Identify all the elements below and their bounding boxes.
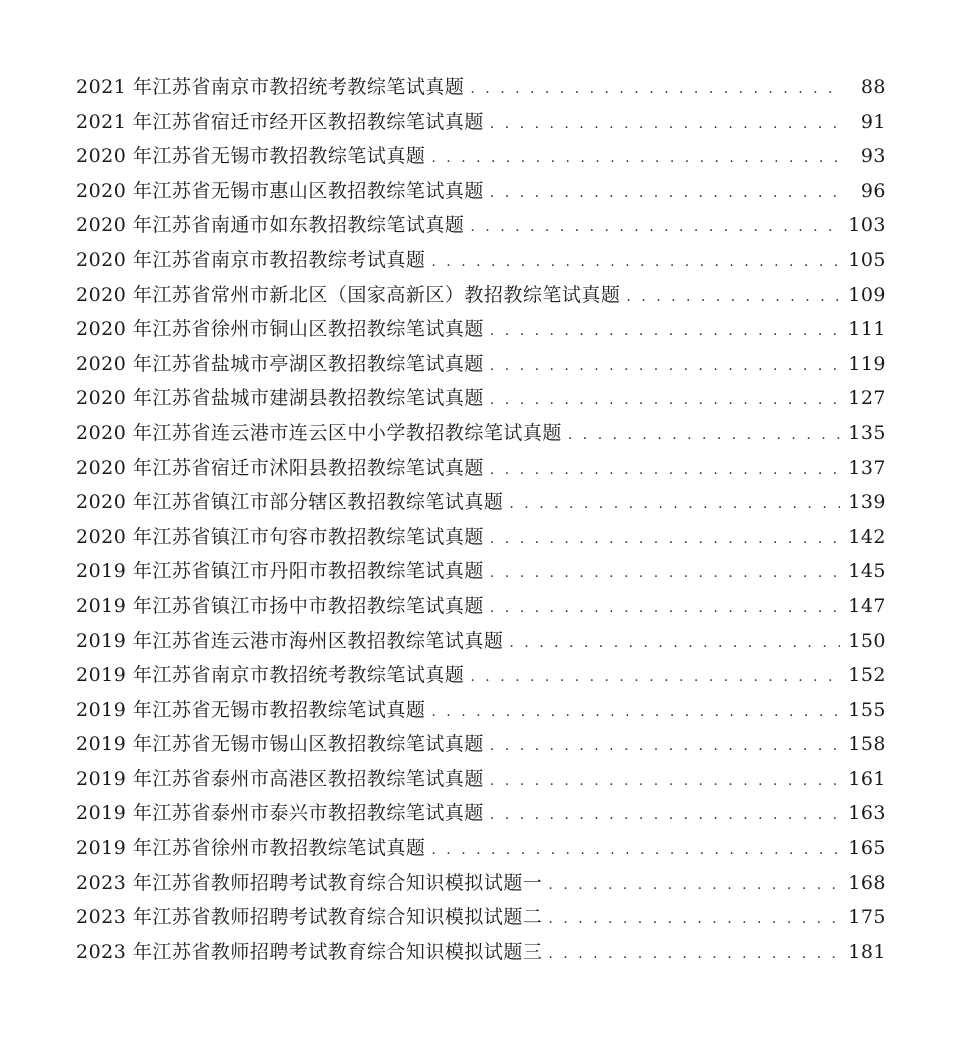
- toc-entry[interactable]: [76, 589, 886, 624]
- toc-entry-page-number: 175: [848, 906, 886, 929]
- toc-entry-title: 2020 年江苏省徐州市铜山区教招教综笔试真题: [76, 318, 484, 341]
- toc-entry-title: 2020 年江苏省南通市如东教招教综笔试真题: [76, 214, 465, 237]
- toc-entry[interactable]: [76, 831, 886, 866]
- toc-entry[interactable]: [76, 139, 886, 174]
- toc-dot-leader: [490, 453, 840, 488]
- toc-entry-page-number: 119: [848, 352, 886, 375]
- toc-entry[interactable]: [76, 416, 886, 451]
- toc-entry-title: 2020 年江苏省连云港市连云区中小学教招教综笔试真题: [76, 421, 562, 444]
- toc-entry-title: 2020 年江苏省盐城市亭湖区教招教综笔试真题: [76, 352, 484, 375]
- toc-entry-page-number: 111: [848, 318, 886, 341]
- toc-entry-title: 2021 年江苏省宿迁市经开区教招教综笔试真题: [76, 110, 484, 133]
- toc-dot-leader: [490, 349, 840, 384]
- toc-dot-leader: [509, 626, 840, 661]
- toc-entry[interactable]: [76, 554, 886, 589]
- toc-dot-leader: [626, 280, 840, 315]
- toc-entry-page-number: 139: [848, 491, 886, 514]
- toc-dot-leader: [490, 729, 840, 764]
- toc-entry-page-number: 165: [848, 837, 886, 860]
- toc-entry-page-number: 93: [860, 145, 886, 168]
- toc-entry-title: 2023 年江苏省教师招聘考试教育综合知识模拟试题一: [76, 871, 543, 894]
- toc-entry[interactable]: [76, 520, 886, 555]
- toc-dot-leader: [470, 660, 840, 695]
- toc-entry-page-number: 168: [848, 871, 886, 894]
- toc-entry-page-number: 147: [848, 594, 886, 617]
- toc-entry-page-number: 137: [848, 456, 886, 479]
- toc-dot-leader: [548, 937, 840, 972]
- toc-entry[interactable]: [76, 727, 886, 762]
- toc-entry-title: 2019 年江苏省连云港市海州区教招教综笔试真题: [76, 629, 504, 652]
- toc-entry[interactable]: [76, 243, 886, 278]
- toc-entry-page-number: 88: [860, 76, 886, 98]
- toc-entry[interactable]: [76, 70, 886, 105]
- toc-dot-leader: [490, 556, 840, 591]
- toc-entry-title: 2020 年江苏省镇江市部分辖区教招教综笔试真题: [76, 491, 504, 514]
- toc-dot-leader: [470, 210, 840, 245]
- toc-entry[interactable]: [76, 485, 886, 520]
- toc-entry[interactable]: [76, 381, 886, 416]
- toc-entry-page-number: 152: [848, 664, 886, 687]
- toc-dot-leader: [490, 798, 840, 833]
- toc-entry-title: 2020 年江苏省常州市新北区（国家高新区）教招教综笔试真题: [76, 283, 621, 306]
- toc-entry-page-number: 96: [860, 179, 886, 202]
- toc-entry-title: 2019 年江苏省泰州市泰兴市教招教综笔试真题: [76, 802, 484, 825]
- toc-entry[interactable]: [76, 624, 886, 659]
- toc-entry[interactable]: [76, 312, 886, 347]
- toc-dot-leader: [431, 245, 840, 280]
- toc-dot-leader: [568, 418, 840, 453]
- toc-entry-page-number: 91: [860, 110, 886, 133]
- toc-entry[interactable]: [76, 278, 886, 313]
- toc-entry-page-number: 109: [848, 283, 886, 306]
- toc-entry[interactable]: [76, 347, 886, 382]
- toc-dot-leader: [490, 176, 840, 211]
- toc-entry-page-number: 158: [848, 733, 886, 756]
- toc-dot-leader: [490, 591, 840, 626]
- toc-entry[interactable]: [76, 866, 886, 901]
- toc-dot-leader: [548, 902, 840, 937]
- toc-entry[interactable]: [76, 208, 886, 243]
- toc-entry[interactable]: [76, 105, 886, 140]
- toc-entry-page-number: 142: [848, 525, 886, 548]
- toc-entry-title: 2020 年江苏省无锡市惠山区教招教综笔试真题: [76, 179, 484, 202]
- toc-entry-title: 2019 年江苏省南京市教招统考教综笔试真题: [76, 664, 465, 687]
- toc-dot-leader: [509, 487, 840, 522]
- toc-entry-title: 2020 年江苏省盐城市建湖县教招教综笔试真题: [76, 387, 484, 410]
- toc-dot-leader: [490, 383, 840, 418]
- toc-dot-leader: [431, 695, 840, 730]
- toc-dot-leader: [490, 107, 840, 142]
- toc-dot-leader: [548, 868, 840, 903]
- toc-entry-page-number: 155: [848, 698, 886, 721]
- toc-entry-title: 2019 年江苏省徐州市教招教综笔试真题: [76, 837, 426, 860]
- toc-entry[interactable]: [76, 693, 886, 728]
- toc-entry-page-number: 161: [848, 767, 886, 790]
- toc-entry-page-number: 181: [848, 940, 886, 963]
- toc-entry-page-number: 150: [848, 629, 886, 652]
- toc-entry-page-number: 135: [848, 421, 886, 444]
- toc-entry-title: 2019 年江苏省镇江市扬中市教招教综笔试真题: [76, 594, 484, 617]
- toc-entry-title: 2023 年江苏省教师招聘考试教育综合知识模拟试题三: [76, 940, 543, 963]
- toc-entry[interactable]: [76, 796, 886, 831]
- toc-entry-page-number: 103: [848, 214, 886, 237]
- toc-entry-title: 2021 年江苏省南京市教招统考教综笔试真题: [76, 76, 465, 98]
- toc-entry-title: 2020 年江苏省南京市教招教综考试真题: [76, 248, 426, 271]
- toc-entry-title: 2020 年江苏省镇江市句容市教招教综笔试真题: [76, 525, 484, 548]
- toc-entry[interactable]: [76, 762, 886, 797]
- toc-dot-leader: [431, 833, 840, 868]
- toc-entry-title: 2019 年江苏省镇江市丹阳市教招教综笔试真题: [76, 560, 484, 583]
- toc-entry[interactable]: [76, 451, 886, 486]
- toc-dot-leader: [431, 141, 840, 176]
- toc-entry-page-number: 127: [848, 387, 886, 410]
- toc-entry-title: 2023 年江苏省教师招聘考试教育综合知识模拟试题二: [76, 906, 543, 929]
- toc-entry-title: 2019 年江苏省泰州市高港区教招教综笔试真题: [76, 767, 484, 790]
- toc-entry[interactable]: [76, 900, 886, 935]
- toc-entry-title: 2020 年江苏省无锡市教招教综笔试真题: [76, 145, 426, 168]
- toc-dot-leader: [470, 72, 840, 107]
- table-of-contents: [76, 70, 886, 969]
- toc-entry-page-number: 145: [848, 560, 886, 583]
- toc-entry-title: 2019 年江苏省无锡市锡山区教招教综笔试真题: [76, 733, 484, 756]
- toc-entry-title: 2019 年江苏省无锡市教招教综笔试真题: [76, 698, 426, 721]
- toc-dot-leader: [490, 314, 840, 349]
- toc-entry[interactable]: [76, 658, 886, 693]
- toc-dot-leader: [490, 764, 840, 799]
- toc-entry-page-number: 163: [848, 802, 886, 825]
- toc-entry-title: 2020 年江苏省宿迁市沭阳县教招教综笔试真题: [76, 456, 484, 479]
- toc-entry-page-number: 105: [848, 248, 886, 271]
- toc-entry[interactable]: [76, 174, 886, 209]
- toc-dot-leader: [490, 522, 840, 557]
- toc-entry[interactable]: [76, 935, 886, 970]
